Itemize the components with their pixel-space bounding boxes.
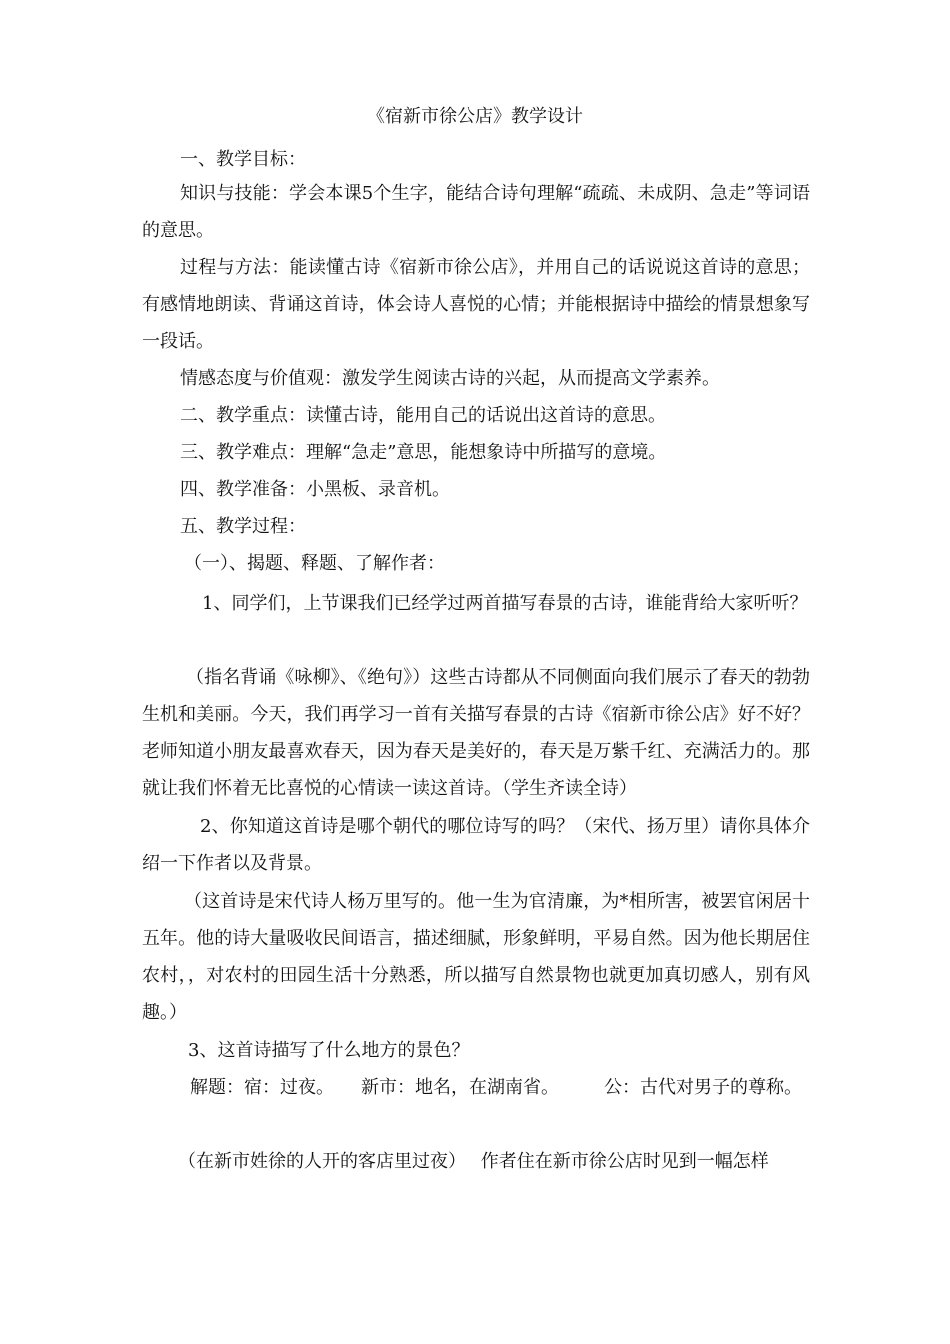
paragraph-knowledge-skills: 知识与技能：学会本课5个生字，能结合诗句理解“疏疏、未成阴、急走”等词语的意思。 [142,183,810,241]
paragraph-question-2: 2、你知道这首诗是哪个朝代的哪位诗写的吗？（宋代、扬万里）请你具体介绍一下作者以及背景。 [142,816,810,874]
section-heading-objectives: 一、教学目标： [180,149,306,170]
section-heading-process: 五、教学过程： [180,516,306,537]
subsection-heading-intro: （一）、揭题、释题、了解作者： [184,553,445,574]
section-heading-difficulties: 三、教学难点：理解“急走”意思，能想象诗中所描写的意境。 [180,442,667,463]
paragraph-title-explanation: 解题：宿：过夜。 新市：地名，在湖南省。 公：古代对男子的尊称。 [190,1077,802,1098]
paragraph-emotion-values: 情感态度与价值观：激发学生阅读古诗的兴起，从而提高文学素养。 [180,368,720,389]
paragraph-answer-1: （指名背诵《咏柳》、《绝句》）这些古诗都从不同侧面向我们展示了春天的勃勃生机和美丽。今天，我们再学习一首有关描写春景的古诗《宿新市徐公店》好不好？老师知道小朋友最喜欢春天，因为春天是美好的，春天是万紫千红、充满活力的。那就让我们怀着无比喜悦的心情读一读这首诗。（学生齐读全诗） [142,667,810,799]
paragraph-title-meaning: （在新市姓徐的人开的客店里过夜） 作者住在新市徐公店时见到一幅怎样 [178,1151,769,1172]
paragraph-process-method: 过程与方法：能读懂古诗《宿新市徐公店》，并用自己的话说说这首诗的意思；有感情地朗读、背诵这首诗，体会诗人喜悦的心情；并能根据诗中描绘的情景想象写一段话。 [142,257,810,352]
paragraph-author-background: （这首诗是宋代诗人杨万里写的。他一生为官清廉，为*相所害，被罢官闲居十五年。他的诗大量吸收民间语言，描述细腻，形象鲜明，平易自然。因为他长期居住农村，，对农村的田园生活十分熟悉，所以描写自然景物也就更加真切感人，别有风趣。） [142,891,810,1023]
document-title: 《宿新市徐公店》教学设计 [367,106,583,127]
paragraph-question-3: 3、这首诗描写了什么地方的景色？ [188,1040,470,1061]
section-heading-preparation: 四、教学准备：小黑板、录音机。 [180,479,450,500]
paragraph-question-1: 1、同学们，上节课我们已经学过两首描写春景的古诗，谁能背给大家听听？ [202,593,808,614]
section-heading-key-points: 二、教学重点：读懂古诗，能用自己的话说出这首诗的意思。 [180,405,666,426]
